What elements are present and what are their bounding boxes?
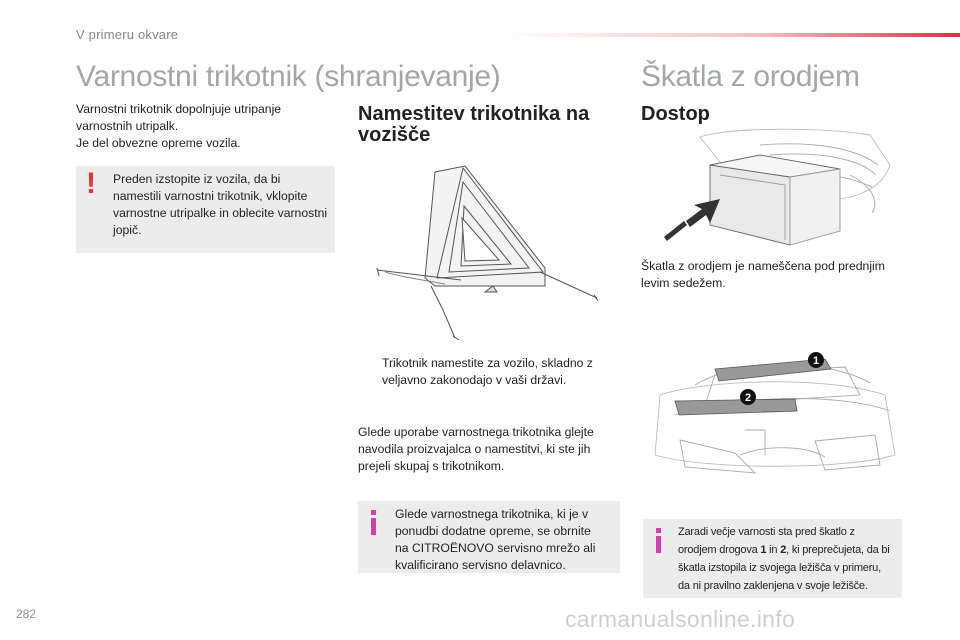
toolbox-location-text (641, 258, 885, 292)
page-title-triangle: Varnostni trikotnik (shranjevanje) (76, 60, 501, 93)
info-line: ponudbi dodatne opreme, se obrnite (395, 524, 591, 538)
triangle-bullet-block (358, 355, 593, 389)
info-icon (656, 528, 661, 553)
usage-line: prejeli skupaj s trikotnikom. (358, 459, 505, 473)
warning-triangle-illustration (365, 160, 605, 345)
info-line: da ni pravilno zaklenjena v svoje ležišče. (678, 580, 868, 592)
info-icon (371, 510, 376, 535)
badge-2-label: 2 (744, 392, 752, 404)
header-rule (500, 33, 960, 37)
info-line: Glede varnostnega trikotnika, ki je v (395, 507, 589, 521)
seat-toolbox-illustration (640, 125, 900, 250)
bullet-line: Trikotnik namestite za vozilo, skladno z (382, 356, 593, 370)
warning-line: varnostne utripalke in oblecite varnostni (113, 206, 328, 220)
page-number: 282 (16, 607, 37, 621)
info-text-triangle (395, 506, 617, 574)
location-line: levim sedežem. (641, 276, 726, 290)
usage-line: Glede uporabe varnostnega trikotnika glejte (358, 425, 594, 439)
toolbox-bars-illustration (645, 345, 905, 480)
heading-line: vozišče (358, 124, 431, 146)
heading-triangle-placement (358, 104, 589, 146)
section-header: V primeru okvare (76, 27, 179, 42)
info-line: Zaradi večje varnosti sta pred škatlo z (678, 526, 855, 538)
warning-icon: ! (86, 167, 96, 200)
intro-line: varnostnih utripalk. (76, 119, 179, 133)
warning-line: namestili varnostni trikotnik, vklopite (113, 189, 308, 203)
badge-1-label: 1 (812, 355, 820, 367)
heading-line: Namestitev trikotnika na (358, 103, 590, 125)
info-box-triangle (358, 501, 620, 573)
info-box-toolbox (643, 519, 902, 598)
info-line: na CITROËNOVO servisno mrežo ali (395, 541, 596, 555)
bullet-line: veljavno zakonodajo v vaši državi. (382, 373, 567, 387)
page-title-toolbox: Škatla z orodjem (641, 60, 860, 93)
intro-paragraph (76, 101, 281, 152)
info-line: škatla izstopila iz svojega ležišča v primeru, (678, 562, 881, 574)
intro-line: Je del obvezne opreme vozila. (76, 136, 241, 150)
info-line: kvalificirano servisno delavnico. (395, 558, 566, 572)
warning-box (76, 166, 335, 253)
watermark: carmanualsonline.info (565, 606, 796, 632)
location-line: Škatla z orodjem je nameščena pod prednjim (641, 259, 885, 273)
warning-line: jopič. (113, 223, 142, 237)
info-line: orodjem drogova 1 in 2, ki preprečujeta, da bi (678, 544, 890, 556)
warning-text (113, 171, 333, 239)
info-text-toolbox (678, 523, 902, 595)
usage-line: navodila proizvajalca o namestitvi, ki ste jih (358, 442, 591, 456)
heading-access: Dostop (641, 103, 710, 125)
intro-line: Varnostni trikotnik dopolnjuje utripanje (76, 102, 282, 116)
usage-paragraph (358, 424, 594, 475)
warning-line: Preden izstopite iz vozila, da bi (113, 172, 281, 186)
